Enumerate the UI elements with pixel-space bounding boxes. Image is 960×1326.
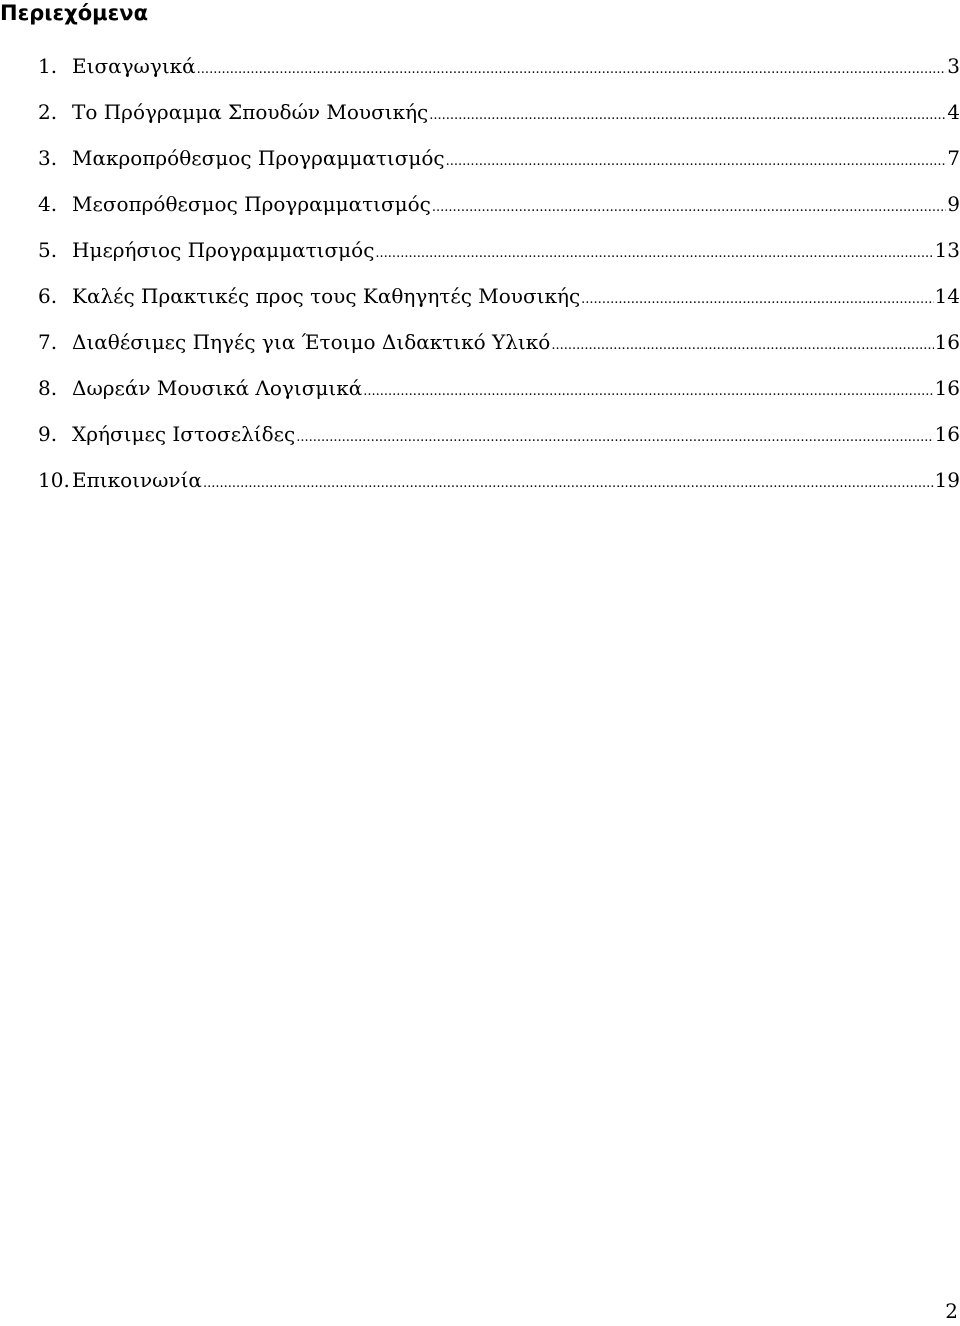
dot-leader <box>203 471 934 497</box>
toc-entry-number: 10. <box>38 468 70 492</box>
toc-entry-number: 1. <box>38 54 58 78</box>
dot-leader <box>296 425 933 451</box>
toc-entry-page: 16 <box>934 330 960 354</box>
toc-entry-number: 7. <box>38 330 58 354</box>
toc-entry-number: 9. <box>38 422 58 446</box>
toc-entry-6[interactable] <box>38 283 960 329</box>
toc-entry-3[interactable] <box>38 145 960 191</box>
toc-entry-7[interactable] <box>38 329 960 375</box>
toc-entry-page: 9 <box>947 192 960 216</box>
toc-entry-page: 4 <box>947 100 960 124</box>
toc-entry-5[interactable] <box>38 237 960 283</box>
toc-entry-title: Χρήσιμες Ιστοσελίδες <box>72 422 296 446</box>
dot-leader <box>363 379 933 405</box>
toc-entry-9[interactable] <box>38 421 960 467</box>
toc-entry-number: 2. <box>38 100 58 124</box>
toc-entry-title: Μακροπρόθεσμος Προγραμματισμός <box>72 146 445 170</box>
toc-entry-8[interactable] <box>38 375 960 421</box>
toc-list <box>38 53 960 513</box>
toc-entry-title: Διαθέσιμες Πηγές για Έτοιμο Διδακτικό Υλικό <box>72 330 551 354</box>
dot-leader <box>429 103 946 129</box>
toc-entry-number: 5. <box>38 238 58 262</box>
toc-entry-number: 6. <box>38 284 58 308</box>
toc-entry-page: 13 <box>934 238 960 262</box>
dot-leader <box>581 287 933 313</box>
dot-leader <box>197 57 947 83</box>
toc-entry-title: Ημερήσιος Προγραμματισμός <box>72 238 375 262</box>
toc-entry-number: 3. <box>38 146 58 170</box>
toc-entry-1[interactable] <box>38 53 960 99</box>
toc-entry-title: Δωρεάν Μουσικά Λογισμικά <box>72 376 363 400</box>
toc-entry-4[interactable] <box>38 191 960 237</box>
page-number: 2 <box>945 1299 958 1323</box>
toc-entry-page: 14 <box>934 284 960 308</box>
dot-leader <box>432 195 946 221</box>
toc-entry-number: 4. <box>38 192 58 216</box>
toc-entry-page: 3 <box>947 54 960 78</box>
toc-entry-title: Εισαγωγικά <box>72 54 196 78</box>
toc-entry-number: 8. <box>38 376 58 400</box>
toc-entry-page: 7 <box>947 146 960 170</box>
toc-entry-title: Επικοινωνία <box>72 468 202 492</box>
toc-entry-page: 16 <box>934 422 960 446</box>
toc-entry-title: Το Πρόγραμμα Σπουδών Μουσικής <box>72 100 429 124</box>
dot-leader <box>375 241 933 267</box>
toc-entry-10[interactable] <box>38 467 960 513</box>
toc-entry-2[interactable] <box>38 99 960 145</box>
toc-entry-page: 19 <box>934 468 960 492</box>
toc-entry-title: Καλές Πρακτικές προς τους Καθηγητές Μουσικής <box>72 284 581 308</box>
toc-entry-title: Μεσοπρόθεσμος Προγραμματισμός <box>72 192 431 216</box>
dot-leader <box>551 333 933 359</box>
toc-entry-page: 16 <box>934 376 960 400</box>
dot-leader <box>446 149 947 175</box>
toc-heading: Περιεχόμενα <box>0 1 149 25</box>
